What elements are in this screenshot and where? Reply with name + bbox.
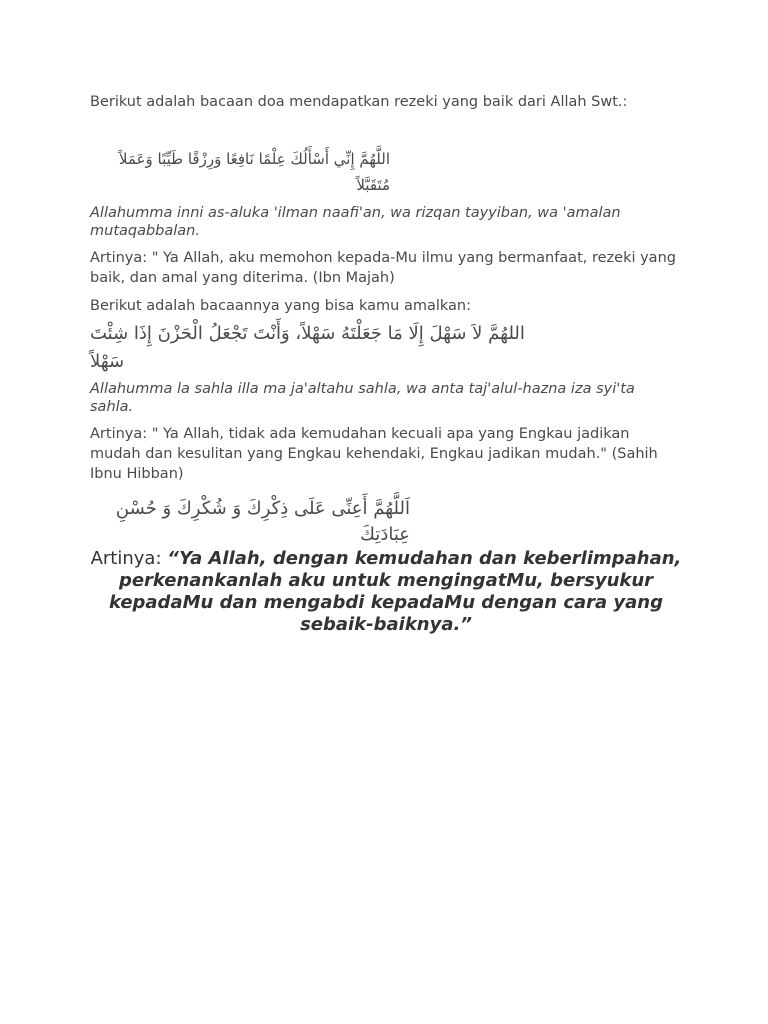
prayer-2-meaning: Artinya: " Ya Allah, tidak ada kemudahan kecuali apa yang Engkau jadikan mudah dan kesulitan yang Engkau kehendaki, Engkau jadikan mudah." (Sahih Ibnu Hibban) bbox=[90, 426, 658, 482]
intro-paragraph-2: Berikut adalah bacaannya yang bisa kamu amalkan: bbox=[90, 298, 472, 314]
prayer-3-meaning bbox=[90, 548, 682, 636]
prayer-3-meaning-quote: “Ya Allah, dengan kemudahan dan keberlimpahan, perkenankanlah aku untuk mengingatMu, bersyukur kepadaMu dan mengabdi kepadaMu dengan cara yang sebaik-baiknya.” bbox=[108, 548, 682, 635]
prayer-1-latin: Allahumma inni as-aluka 'ilman naafi'an, wa rizqan tayyiban, wa 'amalan mutaqabbalan. bbox=[90, 205, 621, 239]
prayer-3-meaning-label: Artinya: bbox=[90, 548, 168, 569]
prayer-3-arabic: اَللَّهُمَّ أَعِنِّى عَلَى ذِكْرِكَ وَ شُكْرِكَ وَ حُسْنِ عِبَادَتِكَ bbox=[115, 498, 410, 545]
prayer-2-latin: Allahumma la sahla illa ma ja'altahu sahla, wa anta taj'alul-hazna iza syi'ta sahla. bbox=[90, 381, 635, 415]
document-body bbox=[90, 92, 682, 636]
intro-paragraph-1: Berikut adalah bacaan doa mendapatkan rezeki yang baik dari Allah Swt.: bbox=[90, 94, 628, 110]
prayer-2-arabic: اللهُمَّ لاَ سَهْلَ إِلَا مَا جَعَلْتَهُ سَهْلاً، وَأَنْتَ تَجْعَلُ الْحَزْنَ إِذَا شِئْتَ سَهْلاً bbox=[90, 323, 525, 372]
prayer-1-meaning: Artinya: " Ya Allah, aku memohon kepada-Mu ilmu yang bermanfaat, rezeki yang baik, dan amal yang diterima. (Ibn Majah) bbox=[90, 250, 676, 286]
prayer-1-arabic: اللَّهُمَّ إِنِّي أَسْأَلُكَ عِلْمًا نَافِعًا وَرِزْقًا طَيِّبًا وَعَمَلاً مُتَقَبَّلاً bbox=[118, 150, 390, 194]
